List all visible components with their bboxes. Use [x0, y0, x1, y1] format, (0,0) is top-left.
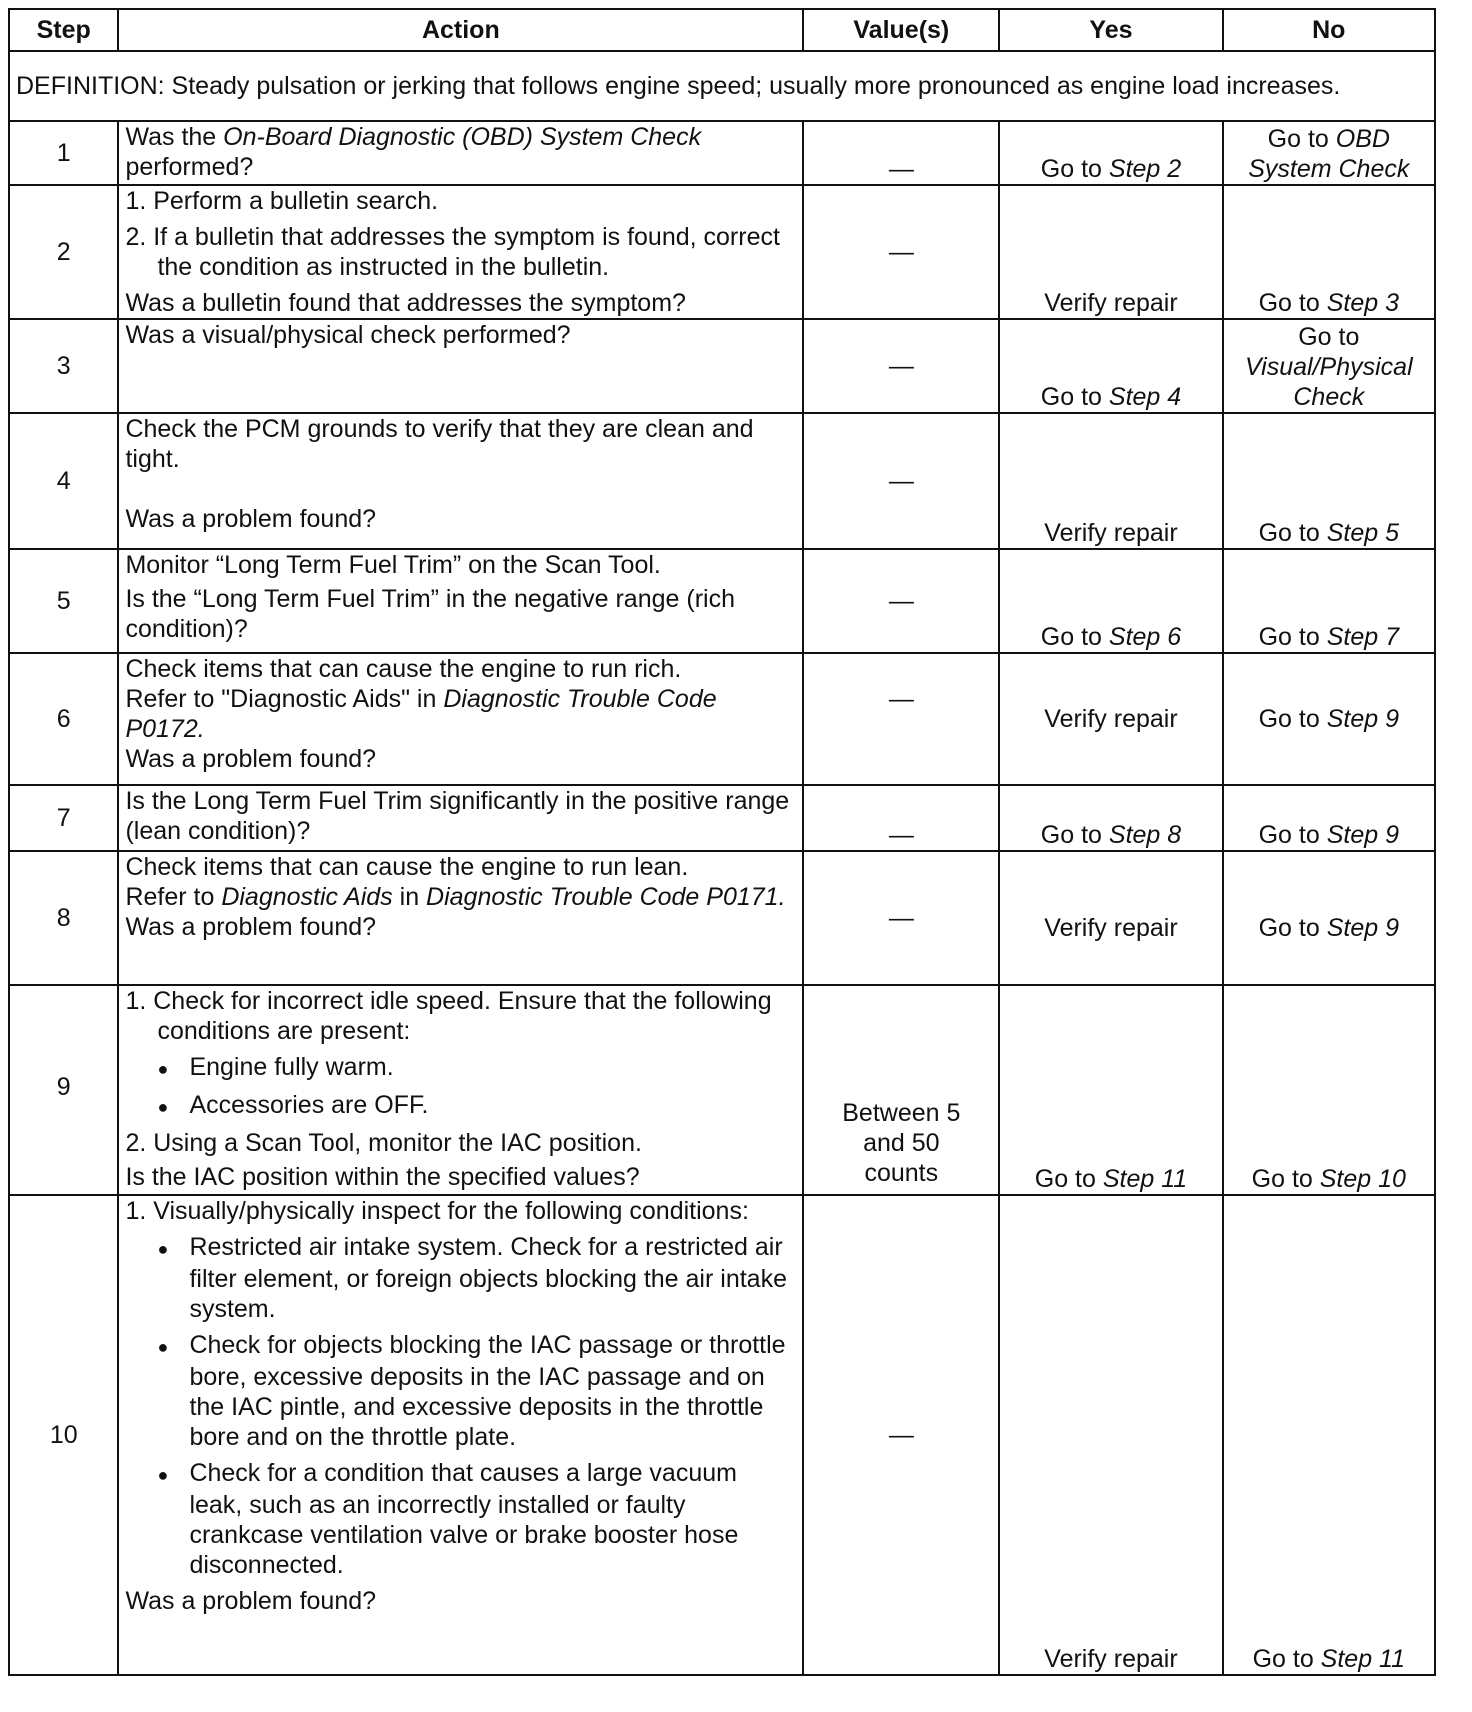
reference-text: in — [392, 883, 427, 911]
action-text: Was the — [125, 123, 224, 151]
no-cell — [1223, 121, 1435, 185]
step-number: 5 — [9, 549, 118, 653]
action-question: Was a bulletin found that addresses the symptom? — [125, 289, 686, 317]
no-cell — [1223, 851, 1435, 985]
yes-prefix: Go to — [1040, 623, 1109, 651]
reference-target: Diagnostic Aids — [221, 883, 393, 911]
value-cell: — — [803, 1195, 999, 1675]
yes-prefix: Go to — [1040, 383, 1109, 411]
action-instruction: Check items that can cause the engine to run rich. — [125, 655, 682, 683]
table-row — [9, 1195, 1435, 1675]
yes-target: Step 4 — [1108, 383, 1182, 411]
yes-target: Step 8 — [1108, 821, 1182, 849]
no-target: Step 9 — [1326, 705, 1399, 733]
table-row — [9, 413, 1435, 549]
step-number: 7 — [9, 785, 118, 851]
action-bullet: ● Engine fully warm. — [125, 1052, 796, 1084]
header-no: No — [1223, 9, 1435, 51]
action-cell — [118, 653, 803, 785]
reference-text: Refer to "Diagnostic Aids" in — [125, 685, 444, 713]
value-cell: — — [803, 319, 999, 413]
value-cell: Between 5 and 50 counts — [803, 985, 999, 1195]
header-action: Action — [118, 9, 803, 51]
yes-cell: Verify repair — [999, 185, 1222, 319]
action-question: Was a problem found? — [125, 505, 377, 533]
yes-prefix: Go to — [1040, 155, 1109, 183]
table-row — [9, 653, 1435, 785]
step-number: 10 — [9, 1195, 118, 1675]
definition-text: DEFINITION: Steady pulsation or jerking that follows engine speed; usually more pronounced as engine load increases. — [9, 51, 1435, 121]
no-target: Step 3 — [1326, 289, 1399, 317]
no-prefix: Go to — [1298, 323, 1360, 351]
action-cell — [118, 1195, 803, 1675]
no-prefix: Go to — [1252, 1645, 1321, 1673]
action-bullet: ● Check for objects blocking the IAC passage or throttle bore, excessive deposits in the IAC passage and on the IAC pintle, and excessive deposits in the throttle bore and on the throttle plate. — [125, 1330, 796, 1452]
action-bullet: ● Accessories are OFF. — [125, 1090, 796, 1122]
reference-target: Diagnostic Trouble Code P0171. — [426, 883, 786, 911]
action-step-item: 1. Visually/physically inspect for the following conditions: — [125, 1197, 749, 1225]
action-bullet: ● Check for a condition that causes a large vacuum leak, such as an incorrectly installed or faulty crankcase ventilation valve or brake booster hose disconnected. — [125, 1458, 796, 1580]
definition-row — [9, 51, 1435, 121]
step-number: 3 — [9, 319, 118, 413]
table-row — [9, 185, 1435, 319]
no-target: Step 9 — [1326, 821, 1399, 849]
action-question: Was a problem found? — [125, 913, 377, 941]
no-prefix: Go to — [1267, 125, 1336, 153]
yes-target: Step 6 — [1108, 623, 1182, 651]
step-number: 6 — [9, 653, 118, 785]
no-cell — [1223, 785, 1435, 851]
no-target: Step 11 — [1320, 1645, 1405, 1673]
no-cell — [1223, 985, 1435, 1195]
header-yes: Yes — [999, 9, 1222, 51]
yes-cell — [999, 785, 1222, 851]
action-bullet: ● Restricted air intake system. Check for a restricted air filter element, or foreign objects blocking the air intake system. — [125, 1232, 796, 1324]
action-question: Is the IAC position within the specified values? — [125, 1163, 640, 1191]
no-cell — [1223, 185, 1435, 319]
yes-target: Step 11 — [1102, 1165, 1188, 1193]
yes-cell: Verify repair — [999, 1195, 1222, 1675]
no-cell — [1223, 549, 1435, 653]
no-cell — [1223, 319, 1435, 413]
no-cell — [1223, 413, 1435, 549]
action-instruction: Check items that can cause the engine to run lean. — [125, 853, 689, 881]
no-target: Step 7 — [1326, 623, 1399, 651]
action-link-text: On-Board Diagnostic (OBD) System Check — [223, 123, 702, 151]
step-number: 2 — [9, 185, 118, 319]
action-step-item: 2. If a bulletin that addresses the symptom is found, correct the condition as instructed in the bulletin. — [125, 223, 780, 281]
action-step-item: 1. Check for incorrect idle speed. Ensure that the following conditions are present: — [125, 987, 772, 1045]
yes-cell — [999, 985, 1222, 1195]
no-prefix: Go to — [1258, 914, 1327, 942]
action-question: Was a problem found? — [125, 745, 377, 773]
yes-prefix: Go to — [1040, 821, 1109, 849]
yes-cell — [999, 549, 1222, 653]
value-cell: — — [803, 785, 999, 851]
action-cell — [118, 121, 803, 185]
action-question: Is the Long Term Fuel Trim significantly in the positive range (lean condition)? — [125, 787, 790, 845]
table-row — [9, 549, 1435, 653]
action-reference — [125, 684, 796, 744]
reference-target: Diagnostic Trouble Code P0172. — [125, 685, 717, 743]
action-question: Is the “Long Term Fuel Trim” in the negative range (rich condition)? — [125, 585, 735, 643]
action-instruction: Monitor “Long Term Fuel Trim” on the Scan Tool. — [125, 551, 661, 579]
action-cell — [118, 785, 803, 851]
no-target: Step 10 — [1319, 1165, 1406, 1193]
step-number: 1 — [9, 121, 118, 185]
yes-target: Step 2 — [1108, 155, 1182, 183]
action-cell — [118, 985, 803, 1195]
action-question: Was a problem found? — [125, 1587, 377, 1615]
no-cell — [1223, 1195, 1435, 1675]
no-target: Step 5 — [1326, 519, 1399, 547]
value-cell: — — [803, 121, 999, 185]
action-cell — [118, 185, 803, 319]
value-cell: — — [803, 653, 999, 785]
table-row — [9, 319, 1435, 413]
action-cell — [118, 851, 803, 985]
action-instruction: Check the PCM grounds to verify that they are clean and tight. — [125, 415, 754, 473]
action-cell — [118, 319, 803, 413]
no-prefix: Go to — [1258, 821, 1327, 849]
reference-text: Refer to — [125, 883, 222, 911]
table-row — [9, 851, 1435, 985]
no-prefix: Go to — [1258, 519, 1327, 547]
value-cell: — — [803, 413, 999, 549]
action-cell — [118, 413, 803, 549]
action-cell — [118, 549, 803, 653]
header-values: Value(s) — [803, 9, 999, 51]
action-question: Was a visual/physical check performed? — [125, 321, 571, 349]
no-prefix: Go to — [1251, 1165, 1320, 1193]
table-row — [9, 121, 1435, 185]
diagnostic-table — [8, 8, 1436, 1676]
action-step-item: 2. Using a Scan Tool, monitor the IAC position. — [125, 1129, 642, 1157]
yes-prefix: Go to — [1034, 1165, 1103, 1193]
yes-cell: Verify repair — [999, 413, 1222, 549]
action-text: performed? — [125, 153, 254, 181]
no-target: Visual/Physical Check — [1244, 353, 1413, 411]
no-prefix: Go to — [1258, 623, 1327, 651]
no-target: Step 9 — [1326, 914, 1399, 942]
no-prefix: Go to — [1258, 705, 1327, 733]
value-cell: — — [803, 851, 999, 985]
step-number: 4 — [9, 413, 118, 549]
action-reference — [125, 882, 796, 912]
action-step-item: 1. Perform a bulletin search. — [125, 187, 439, 215]
yes-cell: Verify repair — [999, 851, 1222, 985]
yes-cell: Verify repair — [999, 653, 1222, 785]
value-cell: — — [803, 185, 999, 319]
yes-cell — [999, 121, 1222, 185]
no-cell — [1223, 653, 1435, 785]
no-target: OBD System Check — [1248, 125, 1410, 183]
yes-cell — [999, 319, 1222, 413]
header-step: Step — [9, 9, 118, 51]
step-number: 8 — [9, 851, 118, 985]
value-cell: — — [803, 549, 999, 653]
table-row — [9, 985, 1435, 1195]
no-prefix: Go to — [1258, 289, 1327, 317]
table-row — [9, 785, 1435, 851]
step-number: 9 — [9, 985, 118, 1195]
header-row — [9, 9, 1435, 51]
